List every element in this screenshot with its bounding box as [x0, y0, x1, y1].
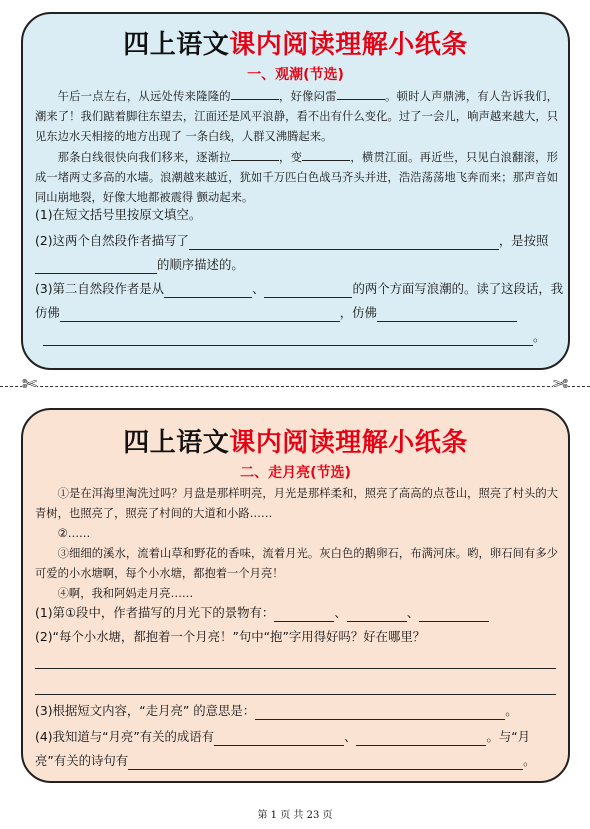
worksheet-card-guanchao: [21, 12, 570, 370]
question-3-line-2: 仿佛 ，仿佛: [35, 304, 556, 322]
answer-line[interactable]: [356, 731, 486, 746]
answer-line[interactable]: [35, 668, 556, 669]
passage-subtitle: 一、观潮(节选): [247, 67, 344, 83]
answer-line[interactable]: [264, 283, 352, 298]
page-footer: 第 1 页 共 23 页: [257, 810, 333, 821]
answer-line[interactable]: [128, 755, 523, 770]
cut-line: [0, 386, 590, 387]
answer-line[interactable]: [214, 731, 344, 746]
passage-text: [35, 484, 558, 604]
fill-blank[interactable]: [231, 147, 279, 161]
answer-line[interactable]: [255, 705, 505, 720]
answer-line[interactable]: [377, 307, 517, 322]
question-3: (3)根据短文内容，“走月亮” 的意思是： 。: [35, 703, 518, 718]
question-2-line-2: 的顺序描述的。: [35, 256, 556, 274]
paragraph-3: ③细细的溪水，流着山草和野花的香味，流着月光。灰白色的鹅卵石，布满河床。哟，卵石间有多少可爱的小水塘啊，每个小水塘，都抱着一个月亮！: [35, 547, 558, 580]
question-2: (2)“每个小水塘，都抱着一个月亮！”句中“抱”字用得好吗？好在哪里？: [35, 629, 426, 644]
paragraph-1: ①是在洱海里淘洗过吗？月盘是那样明亮，月光是那样柔和，照亮了高高的点苍山，照亮了村头的大青树，也照亮了，照亮了村间的大道和小路……: [35, 487, 558, 520]
fill-blank[interactable]: [302, 147, 350, 161]
fill-blank[interactable]: [337, 86, 385, 100]
question-2-line-1: (2)这两个自然段作者描写了 ，是按照: [35, 233, 549, 248]
scissors-icon: ✄: [22, 374, 38, 395]
answer-line[interactable]: [43, 331, 533, 346]
answer-line[interactable]: [35, 259, 157, 274]
card-title: 四上语文课内阅读理解小纸条: [123, 428, 468, 458]
fill-blank[interactable]: [231, 86, 279, 100]
answer-line[interactable]: [274, 607, 334, 622]
answer-line[interactable]: [189, 235, 499, 250]
paragraph-1: 午后一点左右，从远处传来隆隆的 ，好像闷雷 。顿时人声鼎沸，有人告诉我们，潮来了！我们踮着脚往东望去，江面还是风平浪静，看不出有什么变化。过了一会儿，响声越来越大，只见东边水天相接的地方出现了 一条白线，人群又沸腾起来。: [35, 86, 558, 147]
scissors-icon: ✄: [552, 374, 568, 395]
question-3-line-1: (3)第二自然段作者是从 、 的两个方面写浪潮的。读了这段话，我: [35, 281, 564, 296]
question-4-line-2: 亮”有关的诗句有 。: [35, 753, 536, 768]
passage-text: [35, 86, 558, 208]
question-4-line-1: (4)我知道与“月亮”有关的成语有 、 。与“月: [35, 729, 531, 744]
worksheet-card-zouyueliang: [21, 408, 570, 783]
paragraph-2: 那条白线很快向我们移来，逐渐拉 ，变 ，横贯江面。再近些，只见白浪翻滚，形成一堵两丈多高的水墙。浪潮越来越近，犹如千万匹白色战马齐头并进，浩浩荡荡地飞奔而来；那声音如同山崩地裂，好像大地都被震得 颤动起来。: [35, 147, 558, 208]
question-1: (1)在短文括号里按原文填空。: [35, 207, 202, 222]
question-3-line-3: 。: [43, 328, 556, 346]
answer-line[interactable]: [35, 694, 556, 695]
card-title: 四上语文课内阅读理解小纸条: [123, 30, 468, 60]
answer-line[interactable]: [164, 283, 252, 298]
paragraph-4: ④啊，我和阿妈走月亮……: [57, 587, 194, 600]
question-1: (1)第①段中，作者描写的月光下的景物有： 、 、: [35, 604, 556, 622]
answer-line[interactable]: [419, 607, 489, 622]
passage-subtitle: 二、走月亮(节选): [240, 465, 351, 481]
answer-line[interactable]: [60, 307, 340, 322]
answer-line[interactable]: [347, 607, 407, 622]
paragraph-2: ②……: [57, 527, 91, 540]
